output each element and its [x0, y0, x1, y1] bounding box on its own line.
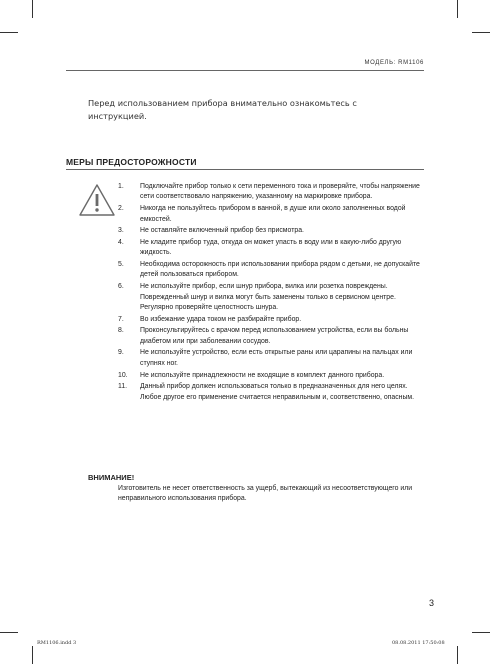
item-text: Не используйте прибор, если шнур прибора, вилка или розетка повреждены. Поврежденный шнур и вилка могут быть заменены только в сервисном центре. Регулярно проверяйте целостность шнура. [140, 283, 396, 311]
list-item [118, 315, 428, 325]
item-number: 1. [118, 183, 124, 190]
item-text: Проконсультируйтесь с врачом перед использованием устройства, если вы больны диабетом или при заболевании сосудов. [140, 327, 409, 345]
crop-mark [457, 646, 458, 664]
section-rule [66, 169, 424, 170]
item-number: 9. [118, 349, 124, 357]
section-title: МЕРЫ ПРЕДОСТОРОЖНОСТИ [66, 157, 197, 167]
item-text: Подключайте прибор только к сети переменного тока и проверяйте, чтобы напряжение сети соответствовало напряжению, указанному на маркировке прибора. [140, 183, 420, 201]
list-item [118, 371, 428, 381]
crop-mark [0, 632, 18, 633]
list-item [118, 238, 428, 259]
attention-title: ВНИМАНИЕ! [88, 473, 135, 482]
item-number: 6. [118, 283, 124, 291]
item-number: 8. [118, 327, 124, 335]
header-rule [66, 70, 424, 71]
intro-text: Перед использованием прибора внимательно ознакомьтесь с инструкцией. [88, 98, 357, 121]
item-text: Не используйте устройство, если есть открытые раны или царапины на пальцах или ступнях ног. [140, 349, 413, 367]
item-text: Необходима осторожность при использовании прибора рядом с детьми, не допускайте детей пользоваться прибором. [140, 261, 420, 279]
item-text: Не оставляйте включенный прибор без присмотра. [140, 227, 304, 235]
page-number: 3 [428, 598, 434, 608]
crop-mark [32, 0, 33, 18]
item-text: Не кладите прибор туда, откуда он может упасть в воду или в какую-либо другую жидкость. [140, 238, 402, 257]
list-item [118, 282, 428, 313]
crop-mark [0, 32, 18, 33]
crop-mark [472, 32, 490, 33]
item-number: 3. [118, 227, 124, 235]
list-item [118, 348, 428, 369]
item-number: 11. [118, 383, 128, 391]
attention-text: Изготовитель не несет ответственность за ущерб, вытекающий из несоответствующего или неправильного использования прибора. [118, 485, 413, 503]
item-number: 5. [118, 261, 124, 269]
list-item [118, 204, 428, 225]
crop-mark [472, 632, 490, 633]
crop-mark [32, 646, 33, 664]
list-item [118, 182, 428, 203]
item-text: Не используйте принадлежности не входящие в комплект данного прибора. [140, 371, 385, 379]
model-label: МОДЕЛЬ: RM1106 [364, 60, 424, 66]
list-item [118, 260, 428, 281]
warning-triangle-icon [78, 183, 116, 217]
list-item [118, 382, 428, 403]
slug-filename: RM1106.indd 3 [37, 640, 77, 646]
item-text: Во избежание удара током не разбирайте прибор. [140, 315, 302, 323]
item-number: 7. [118, 315, 124, 323]
item-number: 4. [118, 238, 124, 246]
crop-mark [457, 0, 458, 18]
list-item [118, 326, 428, 347]
item-number: 10. [118, 371, 128, 379]
item-text: Данный прибор должен использоваться только в предназначенных для него целях. Любое другое его применение считается неправильным и, соответственно, опасным. [140, 383, 415, 401]
slug-date: 08.08.2011 17:50:08 [392, 640, 445, 646]
precautions-list [118, 182, 428, 404]
item-text: Никогда не пользуйтесь прибором в ванной, в душе или около заполненных водой емкостей. [140, 205, 406, 223]
item-number: 2. [118, 205, 124, 213]
list-item [118, 226, 428, 236]
